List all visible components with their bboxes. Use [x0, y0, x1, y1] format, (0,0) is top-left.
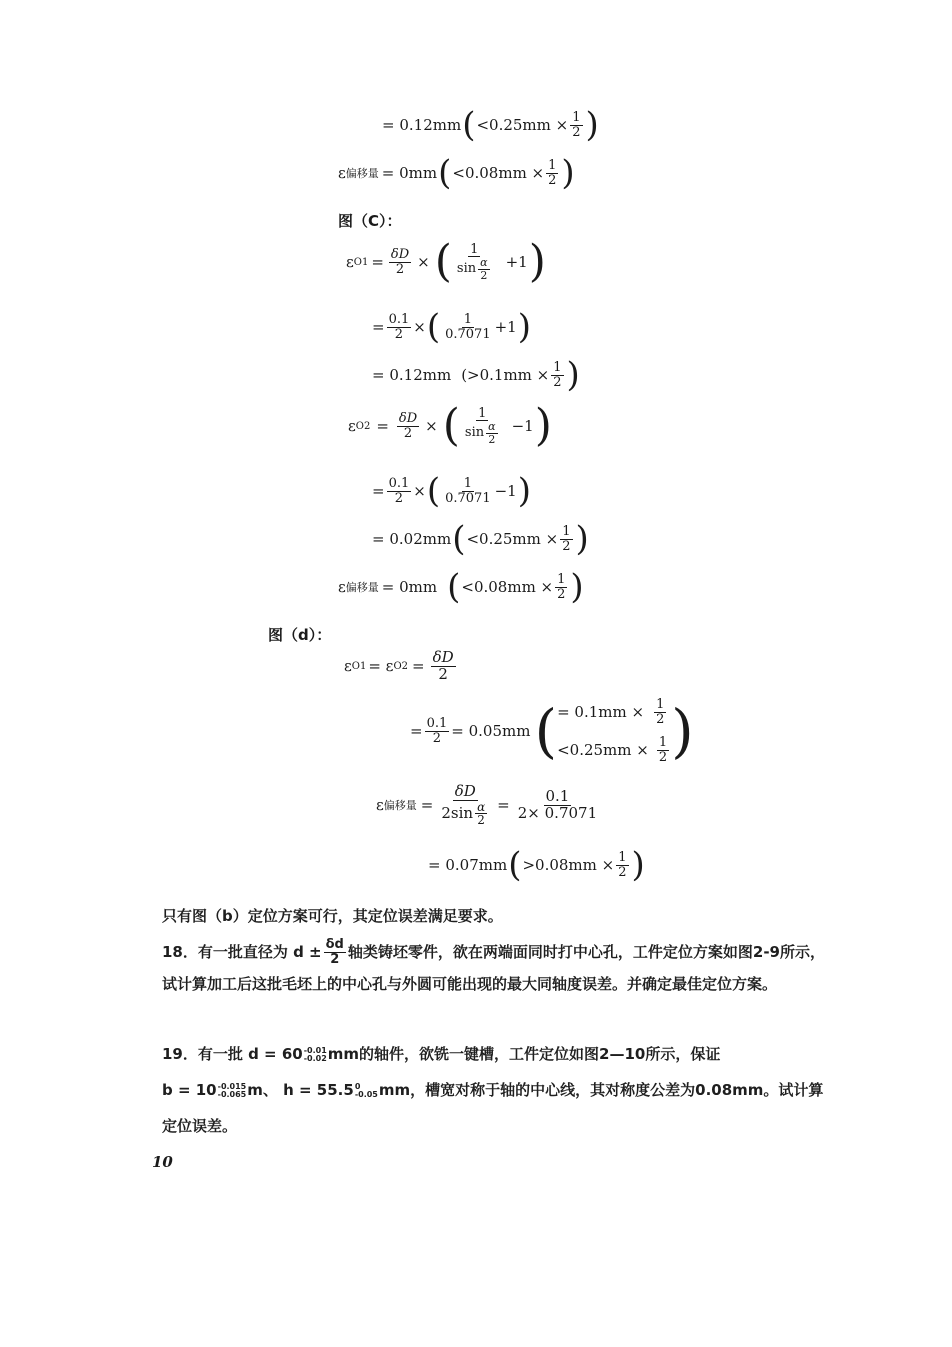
formula-text: =: [371, 253, 384, 271]
formula-text: = 0.02mm: [372, 530, 452, 548]
formula-text: =: [410, 722, 423, 741]
formula-text: =: [420, 796, 434, 815]
formula-text: >0.08mm ×: [522, 856, 615, 874]
formula-line-4: [346, 236, 547, 287]
subscript: O2: [393, 660, 409, 672]
formula-text: (>0.1mm ×: [461, 366, 550, 384]
formula-line-7: [348, 400, 553, 451]
formula-text: <0.25mm ×: [476, 116, 569, 134]
fraction: $\frac{\delta D}{2}$: [398, 410, 418, 441]
epsilon-symbol: ε: [338, 578, 346, 596]
fraction: δD 2sin $\frac{\alpha}{2}$: [441, 782, 486, 828]
formula-line-9: [372, 519, 590, 559]
paren-open: (: [508, 845, 522, 885]
epsilon-symbol: ε: [338, 164, 346, 182]
formula-text: ×: [417, 253, 430, 271]
question-18: 18．有一批直径为 d ± $\frac{\delta d}{2}$ 轴类铸坯零件，欲在两端面同时打中心孔，工件定位方案如图2-9所示，试计算加工后这批毛坯上的中心孔与外圆可能出现的最大同轴度误差。并确定最佳定位方案。: [162, 937, 825, 993]
paren-open: (: [442, 400, 460, 451]
paren-open: (: [462, 105, 476, 145]
formula-line-8: [372, 471, 532, 511]
paren-open: (: [447, 567, 461, 607]
formula-text: = ε: [368, 657, 394, 676]
formula-text: +1: [494, 318, 517, 336]
fraction: $\frac{1}{2}$: [562, 523, 571, 554]
subscript: 偏移量: [383, 799, 417, 813]
formula-line-12: [344, 650, 458, 683]
paren-close: ): [534, 400, 552, 451]
paren-close: ): [517, 307, 531, 347]
fraction: $\frac{\delta D}{2}$: [390, 246, 410, 277]
formula-text: ×: [425, 417, 438, 435]
paren-close: ): [561, 153, 575, 193]
subscript: 偏移量: [345, 581, 379, 594]
figure-c-label: 图（C）：: [338, 212, 402, 230]
formula-text: = 0.05mm: [451, 722, 531, 741]
formula-text: = 0.12mm: [382, 116, 462, 134]
paren-open: (: [534, 697, 558, 766]
paren-close: ): [585, 105, 599, 145]
fraction: $\frac{1}{2}$: [618, 849, 627, 880]
subscript: O2: [355, 420, 371, 432]
formula-line-1: [382, 105, 600, 145]
paren-open: (: [438, 153, 452, 193]
formula-text: =: [372, 482, 385, 500]
formula-text: =: [497, 796, 510, 815]
subscript: 偏移量: [345, 167, 379, 180]
epsilon-symbol: ε: [344, 657, 352, 676]
case-top: = 0.1mm × $\frac{1}{2}$: [557, 697, 665, 727]
formula-text: = 0.12mm: [372, 366, 452, 384]
formula-text: −1: [494, 482, 517, 500]
fraction: $\frac{0.1}{2\times 0.7071}$: [517, 787, 598, 822]
fraction: $\frac{0.1}{2}$: [388, 475, 410, 506]
paren-close: ): [566, 355, 580, 395]
formula-text: <0.08mm ×: [461, 578, 554, 596]
paren-close: ): [575, 519, 589, 559]
fraction: $\frac{1}{0.7071}$: [445, 311, 491, 342]
subscript: O1: [351, 660, 367, 672]
formula-text: = 0.07mm: [428, 856, 508, 874]
epsilon-symbol: ε: [376, 796, 384, 815]
case-bottom: <0.25mm × $\frac{1}{2}$: [557, 735, 668, 765]
fraction: $\frac{1}{0.7071}$: [445, 475, 491, 506]
page-number: 10: [152, 1153, 173, 1171]
fraction: $\frac{0.1}{2}$: [426, 716, 448, 746]
fraction: 1 sin $\frac{\alpha}{2}$: [456, 241, 488, 282]
formula-line-15: [428, 845, 646, 885]
fraction: $\frac{1}{2}$: [572, 109, 581, 140]
question-19: 19．有一批 d = 60 -0.01 -0.02 mm的轴件，欲铣一键槽，工件定位如图2—10所示，保证 b = 10 -0.015 -0.065 m、 h = 55.5 0 -0.05 mm，槽宽对称于轴的中心线，其对称度公差为0.08mm。试计算定位误差。: [162, 1045, 824, 1135]
subscript: O1: [353, 256, 369, 268]
formula-text: <0.25mm ×: [466, 530, 559, 548]
paren-open: (: [426, 471, 441, 511]
formula-line-13: [410, 698, 694, 765]
epsilon-symbol: ε: [346, 253, 354, 271]
formula-line-10: [338, 567, 585, 607]
formula-line-14: [376, 784, 601, 827]
formula-line-2: [338, 153, 576, 193]
formula-text: −1: [511, 417, 534, 435]
formula-text: +1: [505, 253, 528, 271]
formula-text: =: [412, 657, 425, 676]
fraction: $\frac{1}{2}$: [557, 571, 566, 602]
paren-close: ): [517, 471, 531, 511]
fraction: $\frac{1}{2}$: [548, 157, 557, 188]
paren-close: ): [671, 697, 694, 766]
formula-text: = 0mm: [381, 578, 438, 596]
formula-line-5: [372, 307, 532, 347]
figure-d-label: 图（d）：: [268, 626, 332, 644]
epsilon-symbol: ε: [348, 417, 356, 435]
paren-open: (: [434, 236, 452, 287]
formula-line-6: [372, 355, 581, 395]
formula-text: =: [376, 417, 389, 435]
fraction: $\frac{\delta D}{2}$: [432, 648, 454, 683]
formula-text: ×: [413, 482, 426, 500]
conclusion-paragraph: 只有图（b）定位方案可行，其定位误差满足要求。: [162, 907, 503, 925]
paren-close: ): [528, 236, 546, 287]
formula-text: =: [372, 318, 385, 336]
paren-open: (: [452, 519, 466, 559]
fraction: $\frac{0.1}{2}$: [388, 311, 410, 342]
paren-open: (: [426, 307, 441, 347]
formula-text: ×: [413, 318, 426, 336]
formula-text: = 0mm: [381, 164, 438, 182]
formula-text: <0.08mm ×: [452, 164, 545, 182]
fraction: $\frac{1}{2}$: [553, 359, 562, 390]
paren-close: ): [570, 567, 584, 607]
fraction: 1 sin $\frac{\alpha}{2}$: [464, 405, 496, 446]
paren-close: ): [631, 845, 645, 885]
